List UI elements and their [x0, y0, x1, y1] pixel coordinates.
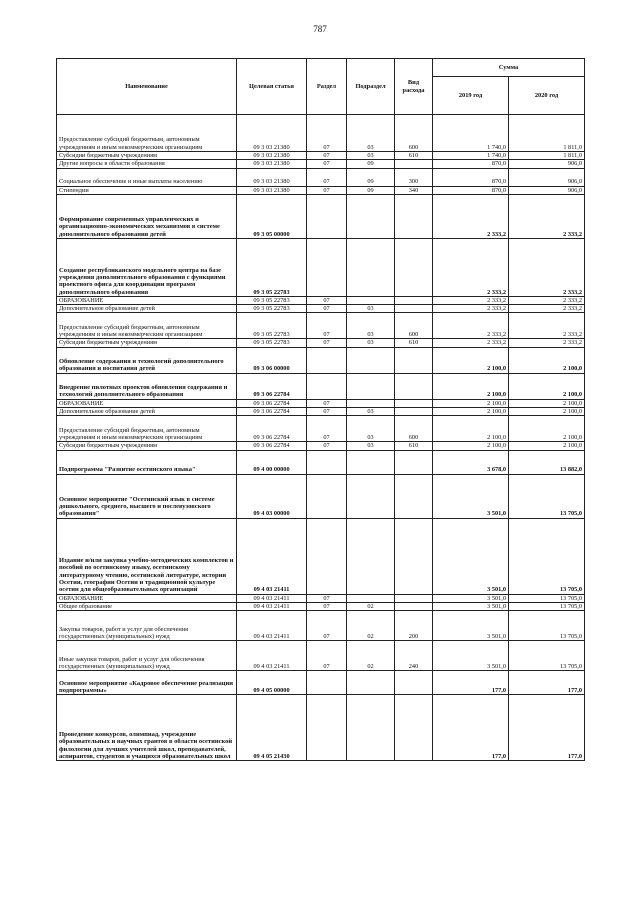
row-section: 07 — [307, 115, 347, 152]
row-section: 07 — [307, 160, 347, 168]
row-sum-2019: 2 100,0 — [433, 416, 509, 442]
row-sum-2019: 177,0 — [433, 695, 509, 761]
row-section — [307, 518, 347, 594]
row-section: 07 — [307, 313, 347, 339]
row-expense-type — [395, 194, 433, 238]
row-name: ОБРАЗОВАНИЕ — [57, 296, 237, 304]
row-section — [307, 238, 347, 296]
row-sum-2020: 2 100,0 — [509, 416, 585, 442]
header-sum: Сумма — [433, 59, 585, 77]
row-sum-2019: 1 740,0 — [433, 115, 509, 152]
row-expense-type: 610 — [395, 339, 433, 347]
row-target-article: 09 3 06 22784 — [237, 399, 307, 407]
row-subsection — [347, 695, 395, 761]
row-target-article: 09 3 03 21380 — [237, 152, 307, 160]
table-row — [57, 160, 585, 168]
row-name: Стипендии — [57, 186, 237, 194]
row-sum-2019: 3 501,0 — [433, 611, 509, 641]
row-expense-type — [395, 518, 433, 594]
row-target-article: 09 3 05 22783 — [237, 339, 307, 347]
row-name: Создание республиканского модельного центра на базе учреждения дополнительного образования с функциями проектного офиса для координации программ дополнительного образования — [57, 238, 237, 296]
table-row — [57, 168, 585, 186]
table-row — [57, 238, 585, 296]
row-sum-2020: 177,0 — [509, 695, 585, 761]
row-subsection — [347, 399, 395, 407]
row-target-article: 09 4 03 21411 — [237, 611, 307, 641]
row-expense-type — [395, 474, 433, 518]
header-expense-type: Вид расхода — [395, 59, 433, 115]
table-row — [57, 641, 585, 671]
table-row — [57, 373, 585, 399]
row-sum-2020: 2 100,0 — [509, 408, 585, 416]
table-row — [57, 296, 585, 304]
row-subsection — [347, 296, 395, 304]
row-expense-type: 300 — [395, 168, 433, 186]
row-section: 07 — [307, 641, 347, 671]
row-target-article: 09 3 05 22783 — [237, 238, 307, 296]
row-sum-2020: 1 811,0 — [509, 115, 585, 152]
table-header — [57, 59, 585, 115]
row-name: Подпрограмма "Развитие осетинского языка" — [57, 450, 237, 474]
row-sum-2019: 1 740,0 — [433, 152, 509, 160]
row-target-article: 09 3 03 21380 — [237, 168, 307, 186]
row-sum-2020: 13 705,0 — [509, 518, 585, 594]
row-sum-2019: 3 501,0 — [433, 641, 509, 671]
row-subsection: 09 — [347, 186, 395, 194]
row-subsection: 03 — [347, 152, 395, 160]
row-sum-2019: 870,0 — [433, 186, 509, 194]
row-section — [307, 695, 347, 761]
row-target-article: 09 3 05 00000 — [237, 194, 307, 238]
row-target-article: 09 4 05 21430 — [237, 695, 307, 761]
header-name: Наименование — [57, 59, 237, 115]
row-sum-2019: 2 100,0 — [433, 399, 509, 407]
row-name: Другие вопросы в области образования — [57, 160, 237, 168]
row-name: Основное мероприятие «Кадровое обеспечение реализации подпрограммы» — [57, 671, 237, 695]
row-target-article: 09 4 03 21411 — [237, 594, 307, 602]
row-target-article: 09 4 03 21411 — [237, 602, 307, 610]
row-expense-type — [395, 238, 433, 296]
row-subsection: 03 — [347, 442, 395, 450]
row-expense-type: 600 — [395, 313, 433, 339]
table-row — [57, 450, 585, 474]
row-expense-type: 200 — [395, 611, 433, 641]
row-sum-2020: 13 705,0 — [509, 474, 585, 518]
row-sum-2019: 2 100,0 — [433, 347, 509, 373]
table-row — [57, 518, 585, 594]
table-row — [57, 611, 585, 641]
row-name: Основное мероприятие "Осетинский язык в системе дошкольного, среднего, высшего и послевузовского образования" — [57, 474, 237, 518]
row-subsection — [347, 373, 395, 399]
row-name: Предоставление субсидий бюджетным, автономным учреждениям и иным некоммерческим организациям — [57, 313, 237, 339]
table-row — [57, 695, 585, 761]
header-year-2019: 2019 год — [433, 77, 509, 115]
row-name: Субсидии бюджетным учреждениям — [57, 339, 237, 347]
row-name: Формирование современных управленческих и организационно-экономических механизмов в системе дополнительного образования детей — [57, 194, 237, 238]
row-expense-type: 340 — [395, 186, 433, 194]
row-section: 07 — [307, 442, 347, 450]
table-row — [57, 152, 585, 160]
row-sum-2019: 177,0 — [433, 671, 509, 695]
header-year-2020: 2020 год — [509, 77, 585, 115]
row-expense-type — [395, 305, 433, 313]
row-name: Субсидии бюджетным учреждениям — [57, 152, 237, 160]
row-name: Предоставление субсидий бюджетным, автономным учреждениям и иным некоммерческим организациям — [57, 416, 237, 442]
row-sum-2019: 2 333,2 — [433, 339, 509, 347]
row-subsection — [347, 238, 395, 296]
row-section: 07 — [307, 416, 347, 442]
row-subsection: 02 — [347, 641, 395, 671]
row-subsection — [347, 450, 395, 474]
row-subsection: 09 — [347, 168, 395, 186]
row-sum-2019: 2 333,2 — [433, 296, 509, 304]
row-subsection: 03 — [347, 416, 395, 442]
row-section — [307, 373, 347, 399]
row-sum-2020: 13 705,0 — [509, 641, 585, 671]
row-section: 07 — [307, 399, 347, 407]
row-sum-2020: 1 811,0 — [509, 152, 585, 160]
row-target-article: 09 4 00 00000 — [237, 450, 307, 474]
row-subsection — [347, 594, 395, 602]
row-section: 07 — [307, 305, 347, 313]
row-expense-type — [395, 450, 433, 474]
row-target-article: 09 3 03 21380 — [237, 115, 307, 152]
header-target-article: Целевая статья — [237, 59, 307, 115]
header-section: Раздел — [307, 59, 347, 115]
row-name: Проведение конкурсов, олимпиад, учреждение образовательных и научных грантов в области осетинской филологии для лучших учителей школ, преподавателей, аспирантов, студентов и учащихся образовательных школ — [57, 695, 237, 761]
row-section: 07 — [307, 186, 347, 194]
row-target-article: 09 3 06 00000 — [237, 347, 307, 373]
row-subsection — [347, 194, 395, 238]
row-target-article: 09 3 06 22784 — [237, 373, 307, 399]
row-section: 07 — [307, 296, 347, 304]
row-target-article: 09 3 06 22784 — [237, 442, 307, 450]
row-sum-2020: 2 333,2 — [509, 339, 585, 347]
row-expense-type — [395, 671, 433, 695]
table-row — [57, 416, 585, 442]
row-subsection: 03 — [347, 313, 395, 339]
row-section — [307, 347, 347, 373]
row-target-article: 09 3 03 21380 — [237, 160, 307, 168]
row-target-article: 09 4 03 21411 — [237, 641, 307, 671]
row-sum-2020: 2 333,2 — [509, 238, 585, 296]
row-sum-2020: 177,0 — [509, 671, 585, 695]
table-row — [57, 594, 585, 602]
row-sum-2020: 2 100,0 — [509, 347, 585, 373]
row-sum-2019: 3 501,0 — [433, 602, 509, 610]
row-section — [307, 671, 347, 695]
row-target-article: 09 4 03 21411 — [237, 518, 307, 594]
row-sum-2020: 906,0 — [509, 186, 585, 194]
row-section: 07 — [307, 594, 347, 602]
row-sum-2020: 13 705,0 — [509, 602, 585, 610]
row-subsection: 02 — [347, 611, 395, 641]
row-sum-2019: 2 333,2 — [433, 305, 509, 313]
table-row — [57, 186, 585, 194]
row-expense-type: 610 — [395, 152, 433, 160]
table-row — [57, 474, 585, 518]
table-row — [57, 347, 585, 373]
row-section: 07 — [307, 408, 347, 416]
row-subsection — [347, 474, 395, 518]
row-subsection: 03 — [347, 339, 395, 347]
row-sum-2020: 906,0 — [509, 168, 585, 186]
row-sum-2020: 2 333,2 — [509, 305, 585, 313]
row-name: Дополнительное образование детей — [57, 408, 237, 416]
header-subsection: Подраздел — [347, 59, 395, 115]
row-target-article: 09 3 06 22784 — [237, 408, 307, 416]
row-target-article: 09 3 06 22784 — [237, 416, 307, 442]
table-row — [57, 408, 585, 416]
row-subsection: 02 — [347, 602, 395, 610]
row-section: 07 — [307, 602, 347, 610]
row-expense-type — [395, 594, 433, 602]
row-subsection: 03 — [347, 408, 395, 416]
row-section — [307, 474, 347, 518]
row-sum-2019: 2 333,2 — [433, 313, 509, 339]
budget-table — [56, 58, 585, 761]
row-subsection: 03 — [347, 305, 395, 313]
row-section: 07 — [307, 611, 347, 641]
table-row — [57, 313, 585, 339]
row-expense-type — [395, 399, 433, 407]
table-row — [57, 602, 585, 610]
table-row — [57, 442, 585, 450]
row-sum-2019: 2 333,2 — [433, 238, 509, 296]
row-expense-type — [395, 296, 433, 304]
row-target-article: 09 3 05 22783 — [237, 305, 307, 313]
row-sum-2020: 13 882,0 — [509, 450, 585, 474]
row-sum-2020: 2 333,2 — [509, 194, 585, 238]
row-name: Предоставление субсидий бюджетным, автономным учреждениям и иным некоммерческим организациям — [57, 115, 237, 152]
row-expense-type: 240 — [395, 641, 433, 671]
row-subsection: 03 — [347, 115, 395, 152]
row-sum-2019: 2 333,2 — [433, 194, 509, 238]
table-row — [57, 305, 585, 313]
row-name: Закупка товаров, работ и услуг для обеспечения государственных (муниципальных) нужд — [57, 611, 237, 641]
row-sum-2019: 870,0 — [433, 168, 509, 186]
row-name: Субсидии бюджетным учреждениям — [57, 442, 237, 450]
row-sum-2020: 2 100,0 — [509, 442, 585, 450]
row-expense-type — [395, 373, 433, 399]
row-sum-2019: 3 678,0 — [433, 450, 509, 474]
row-expense-type: 600 — [395, 115, 433, 152]
row-name: Издание и/или закупка учебно-методических комплектов и пособий по осетинскому языку, осетинскому литературному чтению, осетинской литературе, истории Осетии, географии Осетии и традиционной культуре осетин для общеобразовательных организаций — [57, 518, 237, 594]
table-row — [57, 115, 585, 152]
row-sum-2020: 13 705,0 — [509, 611, 585, 641]
row-name: Социальное обеспечение и иные выплаты населению — [57, 168, 237, 186]
row-sum-2020: 2 100,0 — [509, 373, 585, 399]
row-sum-2019: 2 100,0 — [433, 373, 509, 399]
table-row — [57, 339, 585, 347]
row-subsection — [347, 671, 395, 695]
row-name: ОБРАЗОВАНИЕ — [57, 594, 237, 602]
row-section — [307, 194, 347, 238]
row-expense-type — [395, 347, 433, 373]
row-target-article: 09 3 05 22783 — [237, 296, 307, 304]
row-subsection: 09 — [347, 160, 395, 168]
row-section — [307, 450, 347, 474]
row-expense-type — [395, 408, 433, 416]
row-section: 07 — [307, 168, 347, 186]
table-row — [57, 194, 585, 238]
row-subsection — [347, 518, 395, 594]
row-target-article: 09 3 05 22783 — [237, 313, 307, 339]
row-section: 07 — [307, 152, 347, 160]
row-sum-2019: 2 100,0 — [433, 408, 509, 416]
row-sum-2019: 3 501,0 — [433, 594, 509, 602]
row-name: Обновление содержания и технологий дополнительного образования и воспитания детей — [57, 347, 237, 373]
row-expense-type — [395, 160, 433, 168]
row-expense-type: 610 — [395, 442, 433, 450]
row-expense-type — [395, 602, 433, 610]
row-subsection — [347, 347, 395, 373]
row-sum-2020: 906,0 — [509, 160, 585, 168]
row-sum-2020: 2 333,2 — [509, 313, 585, 339]
row-name: Общее образование — [57, 602, 237, 610]
row-name: Дополнительное образование детей — [57, 305, 237, 313]
row-expense-type: 600 — [395, 416, 433, 442]
row-sum-2019: 3 501,0 — [433, 474, 509, 518]
row-target-article: 09 4 03 00000 — [237, 474, 307, 518]
row-sum-2020: 2 100,0 — [509, 399, 585, 407]
row-name: Внедрение пилотных проектов обновления содержания и технологий дополнительного образования — [57, 373, 237, 399]
row-name: Иные закупки товаров, работ и услуг для обеспечения государственных (муниципальных) нужд — [57, 641, 237, 671]
row-sum-2020: 13 705,0 — [509, 594, 585, 602]
row-name: ОБРАЗОВАНИЕ — [57, 399, 237, 407]
row-sum-2019: 870,0 — [433, 160, 509, 168]
table-row — [57, 671, 585, 695]
row-expense-type — [395, 695, 433, 761]
table-row — [57, 399, 585, 407]
row-sum-2019: 3 501,0 — [433, 518, 509, 594]
row-target-article: 09 4 05 00000 — [237, 671, 307, 695]
table-body — [57, 115, 585, 761]
row-section: 07 — [307, 339, 347, 347]
row-sum-2020: 2 333,2 — [509, 296, 585, 304]
row-sum-2019: 2 100,0 — [433, 442, 509, 450]
row-target-article: 09 3 03 21380 — [237, 186, 307, 194]
page-number: 787 — [313, 24, 327, 34]
